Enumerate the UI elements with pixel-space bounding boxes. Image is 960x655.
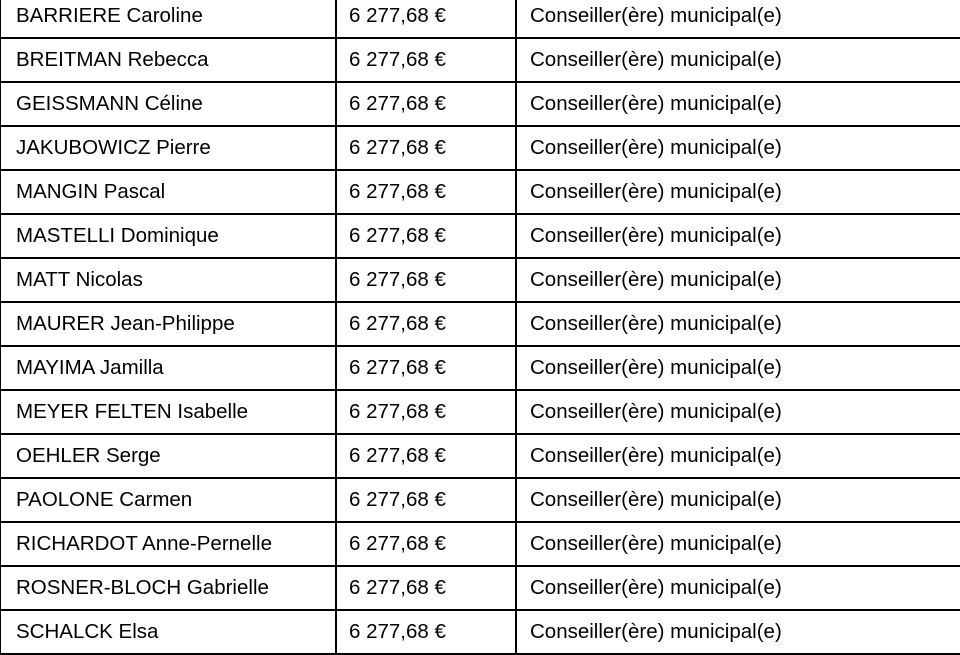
amount-cell: 6 277,68 € — [336, 258, 516, 302]
member-name-cell: MANGIN Pascal — [0, 170, 336, 214]
table-row — [0, 390, 960, 434]
amount-cell: 6 277,68 € — [336, 390, 516, 434]
member-name-cell: GEISSMANN Céline — [0, 82, 336, 126]
amount-cell: 6 277,68 € — [336, 566, 516, 610]
amount-cell: 6 277,68 € — [336, 38, 516, 82]
amount-cell: 6 277,68 € — [336, 126, 516, 170]
member-name-cell: MATT Nicolas — [0, 258, 336, 302]
role-cell: Conseiller(ère) municipal(e) — [516, 434, 960, 478]
amount-cell: 6 277,68 € — [336, 82, 516, 126]
table-row — [0, 302, 960, 346]
role-cell: Conseiller(ère) municipal(e) — [516, 346, 960, 390]
role-cell: Conseiller(ère) municipal(e) — [516, 610, 960, 654]
amount-cell: 6 277,68 € — [336, 434, 516, 478]
amount-cell: 6 277,68 € — [336, 0, 516, 38]
member-name-cell: BARRIERE Caroline — [0, 0, 336, 38]
amount-cell: 6 277,68 € — [336, 346, 516, 390]
member-name-cell: MAYIMA Jamilla — [0, 346, 336, 390]
role-cell: Conseiller(ère) municipal(e) — [516, 38, 960, 82]
member-name-cell: BREITMAN Rebecca — [0, 38, 336, 82]
role-cell: Conseiller(ère) municipal(e) — [516, 566, 960, 610]
amount-cell: 6 277,68 € — [336, 478, 516, 522]
role-cell: Conseiller(ère) municipal(e) — [516, 258, 960, 302]
member-name-cell: OEHLER Serge — [0, 434, 336, 478]
role-cell: Conseiller(ère) municipal(e) — [516, 214, 960, 258]
role-cell: Conseiller(ère) municipal(e) — [516, 522, 960, 566]
table-row — [0, 566, 960, 610]
role-cell: Conseiller(ère) municipal(e) — [516, 478, 960, 522]
table-row — [0, 126, 960, 170]
table-row — [0, 0, 960, 38]
table-row — [0, 522, 960, 566]
role-cell: Conseiller(ère) municipal(e) — [516, 126, 960, 170]
table-row — [0, 170, 960, 214]
table-row — [0, 214, 960, 258]
amount-cell: 6 277,68 € — [336, 170, 516, 214]
table-row — [0, 82, 960, 126]
role-cell: Conseiller(ère) municipal(e) — [516, 0, 960, 38]
role-cell: Conseiller(ère) municipal(e) — [516, 390, 960, 434]
amount-cell: 6 277,68 € — [336, 214, 516, 258]
table-row — [0, 478, 960, 522]
amount-cell: 6 277,68 € — [336, 522, 516, 566]
role-cell: Conseiller(ère) municipal(e) — [516, 170, 960, 214]
amount-cell: 6 277,68 € — [336, 610, 516, 654]
member-name-cell: MEYER FELTEN Isabelle — [0, 390, 336, 434]
member-name-cell: MASTELLI Dominique — [0, 214, 336, 258]
role-cell: Conseiller(ère) municipal(e) — [516, 82, 960, 126]
role-cell: Conseiller(ère) municipal(e) — [516, 302, 960, 346]
table-row — [0, 258, 960, 302]
amount-cell: 6 277,68 € — [336, 302, 516, 346]
member-name-cell: PAOLONE Carmen — [0, 478, 336, 522]
table-row — [0, 610, 960, 654]
member-name-cell: MAURER Jean-Philippe — [0, 302, 336, 346]
table-row — [0, 346, 960, 390]
member-name-cell: JAKUBOWICZ Pierre — [0, 126, 336, 170]
member-name-cell: ROSNER-BLOCH Gabrielle — [0, 566, 336, 610]
table-row — [0, 434, 960, 478]
table-row — [0, 38, 960, 82]
member-name-cell: SCHALCK Elsa — [0, 610, 336, 654]
member-name-cell: RICHARDOT Anne-Pernelle — [0, 522, 336, 566]
